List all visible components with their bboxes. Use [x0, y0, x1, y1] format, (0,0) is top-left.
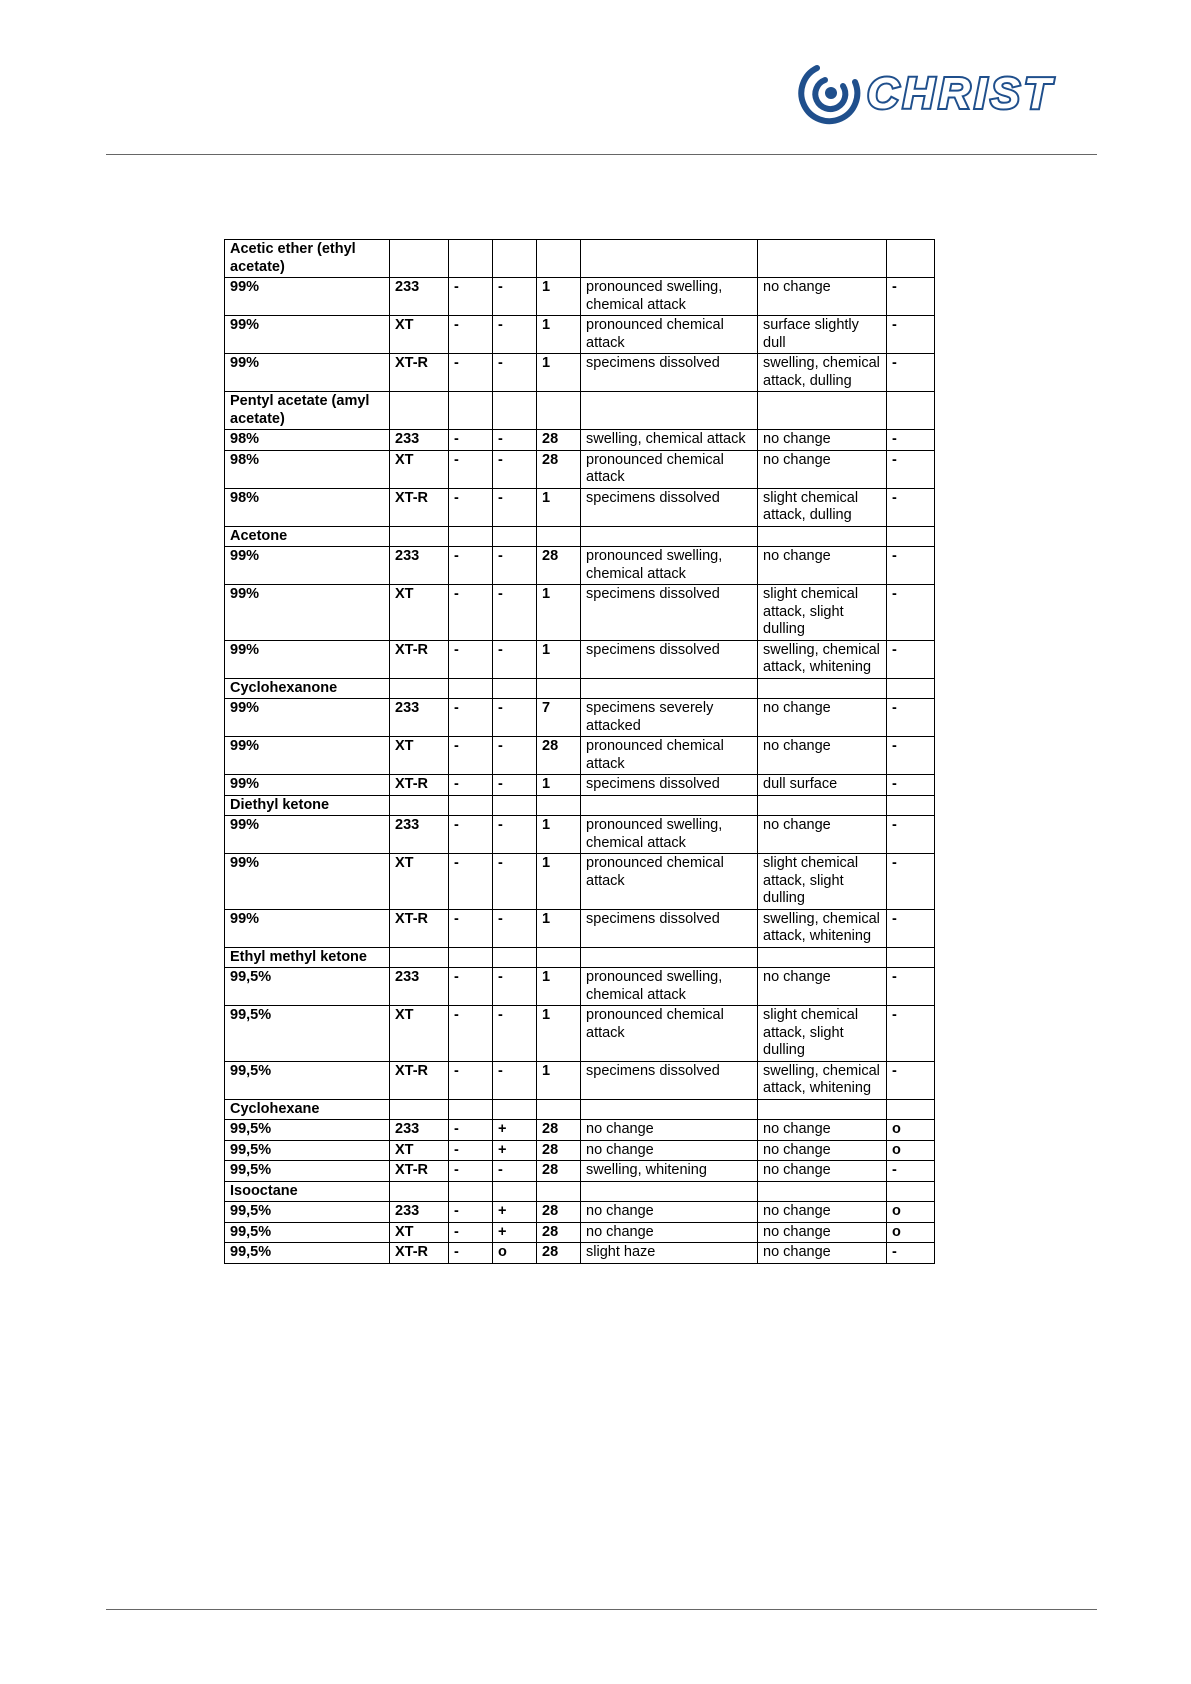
table-cell: 28 [537, 1161, 581, 1182]
empty-cell [887, 1099, 935, 1120]
table-cell: 99% [225, 816, 390, 854]
table-cell: swelling, chemical attack, whitening [758, 1061, 887, 1099]
table-cell: - [449, 1222, 493, 1243]
table-cell: pronounced chemical attack [581, 316, 758, 354]
empty-cell [449, 1181, 493, 1202]
table-cell: 99% [225, 640, 390, 678]
table-cell: 99,5% [225, 1061, 390, 1099]
empty-cell [887, 240, 935, 278]
table-cell: pronounced chemical attack [581, 737, 758, 775]
table-cell: - [449, 1061, 493, 1099]
substance-name: Pentyl acetate (amyl acetate) [225, 392, 390, 430]
table-cell: 99,5% [225, 1222, 390, 1243]
table-cell: - [493, 909, 537, 947]
table-cell: - [493, 430, 537, 451]
table-cell: 28 [537, 737, 581, 775]
table-cell: 1 [537, 816, 581, 854]
empty-cell [493, 1181, 537, 1202]
table-cell: slight chemical attack, slight dulling [758, 1006, 887, 1062]
empty-cell [758, 678, 887, 699]
table-cell: 233 [390, 816, 449, 854]
table-cell: 233 [390, 1202, 449, 1223]
empty-cell [581, 1181, 758, 1202]
empty-cell [887, 795, 935, 816]
table-cell: - [887, 1243, 935, 1264]
table-cell: XT-R [390, 488, 449, 526]
table-cell: XT-R [390, 640, 449, 678]
table-cell: - [449, 640, 493, 678]
table-cell: XT [390, 450, 449, 488]
table-cell: specimens dissolved [581, 354, 758, 392]
table-cell: specimens dissolved [581, 640, 758, 678]
table-cell: + [493, 1222, 537, 1243]
table-cell: no change [758, 1202, 887, 1223]
table-cell: - [887, 909, 935, 947]
table-row [225, 430, 935, 451]
table-cell: pronounced swelling, chemical attack [581, 968, 758, 1006]
empty-cell [449, 526, 493, 547]
empty-cell [537, 947, 581, 968]
table-row [225, 1006, 935, 1062]
empty-cell [887, 526, 935, 547]
table-cell: - [449, 430, 493, 451]
substance-name: Isooctane [225, 1181, 390, 1202]
table-cell: no change [758, 278, 887, 316]
table-cell: XT [390, 1222, 449, 1243]
empty-cell [493, 678, 537, 699]
empty-cell [537, 1099, 581, 1120]
table-cell: - [887, 699, 935, 737]
table-cell: pronounced chemical attack [581, 854, 758, 910]
table-cell: XT [390, 316, 449, 354]
empty-cell [390, 947, 449, 968]
table-cell: 99% [225, 278, 390, 316]
table-row [225, 968, 935, 1006]
empty-cell [758, 526, 887, 547]
table-row [225, 585, 935, 641]
table-cell: specimens severely attacked [581, 699, 758, 737]
substance-name: Acetic ether (ethyl acetate) [225, 240, 390, 278]
table-row [225, 640, 935, 678]
table-cell: - [887, 585, 935, 641]
table-cell: + [493, 1202, 537, 1223]
table-cell: 99,5% [225, 1120, 390, 1141]
empty-cell [390, 240, 449, 278]
empty-cell [493, 526, 537, 547]
table-cell: - [449, 699, 493, 737]
footer-rule [106, 1609, 1097, 1610]
table-cell: swelling, chemical attack [581, 430, 758, 451]
empty-cell [493, 1099, 537, 1120]
table-cell: - [493, 316, 537, 354]
table-cell: 99% [225, 316, 390, 354]
table-cell: 1 [537, 278, 581, 316]
table-cell: - [449, 585, 493, 641]
table-cell: 99,5% [225, 1140, 390, 1161]
empty-cell [390, 1181, 449, 1202]
table-cell: swelling, chemical attack, whitening [758, 909, 887, 947]
table-cell: no change [758, 450, 887, 488]
table-cell: - [493, 640, 537, 678]
group-header-row [225, 392, 935, 430]
table-cell: 233 [390, 547, 449, 585]
empty-cell [493, 795, 537, 816]
table-cell: 99,5% [225, 1161, 390, 1182]
table-cell: - [493, 737, 537, 775]
table-cell: 99% [225, 354, 390, 392]
empty-cell [581, 392, 758, 430]
table-cell: 99% [225, 547, 390, 585]
table-cell: 99,5% [225, 1243, 390, 1264]
table-row [225, 1222, 935, 1243]
table-cell: 99,5% [225, 1202, 390, 1223]
table-cell: surface slightly dull [758, 316, 887, 354]
table-cell: 1 [537, 354, 581, 392]
table-cell: 28 [537, 1243, 581, 1264]
empty-cell [493, 947, 537, 968]
table-cell: swelling, chemical attack, dulling [758, 354, 887, 392]
table-cell: - [449, 1006, 493, 1062]
table-cell: 99% [225, 854, 390, 910]
substance-name: Cyclohexanone [225, 678, 390, 699]
table-row [225, 816, 935, 854]
table-cell: 99,5% [225, 968, 390, 1006]
table-cell: - [887, 1061, 935, 1099]
table-cell: 28 [537, 1202, 581, 1223]
table-cell: - [887, 1006, 935, 1062]
table-cell: XT [390, 737, 449, 775]
table-row [225, 775, 935, 796]
table-cell: 233 [390, 278, 449, 316]
empty-cell [449, 795, 493, 816]
table-cell: 28 [537, 430, 581, 451]
table-cell: - [493, 699, 537, 737]
table-cell: - [493, 1161, 537, 1182]
empty-cell [537, 392, 581, 430]
table-cell: - [449, 909, 493, 947]
empty-cell [537, 795, 581, 816]
table-cell: - [493, 488, 537, 526]
table-cell: 99% [225, 737, 390, 775]
empty-cell [390, 1099, 449, 1120]
chemical-resistance-table [224, 239, 935, 1264]
table-row [225, 854, 935, 910]
table-cell: 1 [537, 909, 581, 947]
table-cell: - [887, 816, 935, 854]
table-cell: 99,5% [225, 1006, 390, 1062]
table-cell: - [449, 775, 493, 796]
table-row [225, 547, 935, 585]
table-cell: - [449, 354, 493, 392]
table-cell: 1 [537, 968, 581, 1006]
table-cell: + [493, 1140, 537, 1161]
group-header-row [225, 678, 935, 699]
table-cell: specimens dissolved [581, 585, 758, 641]
table-cell: XT-R [390, 909, 449, 947]
empty-cell [758, 795, 887, 816]
christ-logo [795, 60, 1095, 126]
table-cell: 1 [537, 1061, 581, 1099]
table-cell: XT-R [390, 1161, 449, 1182]
table-cell: - [887, 278, 935, 316]
table-row [225, 488, 935, 526]
table-cell: - [887, 450, 935, 488]
empty-cell [390, 678, 449, 699]
table-cell: - [493, 775, 537, 796]
table-cell: no change [758, 1161, 887, 1182]
table-cell: o [887, 1222, 935, 1243]
table-row [225, 699, 935, 737]
empty-cell [537, 526, 581, 547]
table-cell: no change [758, 430, 887, 451]
empty-cell [390, 526, 449, 547]
table-cell: - [449, 1161, 493, 1182]
table-row [225, 316, 935, 354]
table-row [225, 1140, 935, 1161]
table-cell: no change [581, 1140, 758, 1161]
table-cell: no change [758, 1243, 887, 1264]
table-cell: XT [390, 1006, 449, 1062]
table-cell: 1 [537, 1006, 581, 1062]
group-header-row [225, 795, 935, 816]
table-cell: swelling, chemical attack, whitening [758, 640, 887, 678]
table-cell: pronounced swelling, chemical attack [581, 816, 758, 854]
group-header-row [225, 1181, 935, 1202]
empty-cell [758, 240, 887, 278]
table-row [225, 450, 935, 488]
table-cell: - [449, 1120, 493, 1141]
table-cell: 233 [390, 699, 449, 737]
empty-cell [581, 526, 758, 547]
table-cell: 99% [225, 699, 390, 737]
table-cell: XT-R [390, 1061, 449, 1099]
group-header-row [225, 947, 935, 968]
table-cell: 233 [390, 430, 449, 451]
table-cell: specimens dissolved [581, 909, 758, 947]
table-cell: - [887, 968, 935, 1006]
table-cell: - [493, 1006, 537, 1062]
empty-cell [449, 678, 493, 699]
table-cell: 7 [537, 699, 581, 737]
table-cell: 1 [537, 488, 581, 526]
table-cell: no change [758, 816, 887, 854]
table-cell: - [887, 316, 935, 354]
table-cell: - [449, 854, 493, 910]
empty-cell [887, 392, 935, 430]
group-header-row [225, 1099, 935, 1120]
table-cell: o [887, 1140, 935, 1161]
table-cell: pronounced chemical attack [581, 1006, 758, 1062]
table-cell: - [887, 430, 935, 451]
table-cell: XT [390, 854, 449, 910]
empty-cell [537, 1181, 581, 1202]
table-cell: XT-R [390, 775, 449, 796]
header-rule [106, 154, 1097, 155]
table-cell: no change [758, 737, 887, 775]
table-cell: - [887, 547, 935, 585]
table-cell: - [493, 450, 537, 488]
table-cell: - [449, 488, 493, 526]
empty-cell [449, 240, 493, 278]
table-cell: - [449, 1140, 493, 1161]
table-cell: - [493, 816, 537, 854]
substance-name: Diethyl ketone [225, 795, 390, 816]
substance-name: Ethyl methyl ketone [225, 947, 390, 968]
table-row [225, 737, 935, 775]
empty-cell [537, 678, 581, 699]
table-cell: no change [581, 1202, 758, 1223]
empty-cell [887, 947, 935, 968]
table-row [225, 278, 935, 316]
table-cell: 28 [537, 450, 581, 488]
table-cell: - [493, 278, 537, 316]
empty-cell [758, 1099, 887, 1120]
table-cell: no change [758, 699, 887, 737]
table-cell: 233 [390, 1120, 449, 1141]
logo-wordmark: CHRIST [867, 69, 1055, 118]
table-cell: - [493, 1061, 537, 1099]
table-cell: 1 [537, 585, 581, 641]
table-cell: 28 [537, 547, 581, 585]
table-cell: 98% [225, 450, 390, 488]
table-cell: no change [581, 1120, 758, 1141]
empty-cell [449, 392, 493, 430]
table-cell: + [493, 1120, 537, 1141]
table-cell: 28 [537, 1140, 581, 1161]
empty-cell [887, 1181, 935, 1202]
table-cell: - [449, 450, 493, 488]
table-cell: pronounced swelling, chemical attack [581, 547, 758, 585]
table-cell: - [493, 547, 537, 585]
table-cell: 233 [390, 968, 449, 1006]
empty-cell [581, 795, 758, 816]
table-cell: - [449, 1243, 493, 1264]
table-cell: - [887, 775, 935, 796]
table-cell: - [493, 968, 537, 1006]
table-row [225, 1120, 935, 1141]
table-cell: - [887, 737, 935, 775]
table-cell: no change [758, 1120, 887, 1141]
group-header-row [225, 240, 935, 278]
table-cell: 98% [225, 488, 390, 526]
table-cell: o [887, 1120, 935, 1141]
table-cell: pronounced chemical attack [581, 450, 758, 488]
table-cell: 99% [225, 585, 390, 641]
table-cell: - [887, 488, 935, 526]
table-cell: no change [758, 1140, 887, 1161]
table-cell: - [449, 316, 493, 354]
table-cell: - [449, 968, 493, 1006]
table-cell: 99% [225, 909, 390, 947]
table-cell: 28 [537, 1222, 581, 1243]
substance-name: Acetone [225, 526, 390, 547]
table-cell: no change [581, 1222, 758, 1243]
table-cell: - [449, 816, 493, 854]
table-cell: slight chemical attack, slight dulling [758, 585, 887, 641]
table-row [225, 1202, 935, 1223]
empty-cell [390, 392, 449, 430]
table-cell: dull surface [758, 775, 887, 796]
table-cell: o [493, 1243, 537, 1264]
table-cell: - [449, 737, 493, 775]
table-cell: 1 [537, 640, 581, 678]
table-cell: no change [758, 1222, 887, 1243]
table-cell: - [449, 1202, 493, 1223]
substance-name: Cyclohexane [225, 1099, 390, 1120]
table-cell: XT [390, 1140, 449, 1161]
table-cell: - [887, 854, 935, 910]
table-cell: 1 [537, 775, 581, 796]
table-cell: 28 [537, 1120, 581, 1141]
empty-cell [537, 240, 581, 278]
table-cell: o [887, 1202, 935, 1223]
table-cell: - [449, 547, 493, 585]
empty-cell [887, 678, 935, 699]
empty-cell [581, 678, 758, 699]
empty-cell [758, 947, 887, 968]
table-row [225, 354, 935, 392]
table-cell: 98% [225, 430, 390, 451]
table-cell: 99% [225, 775, 390, 796]
table-row [225, 1161, 935, 1182]
empty-cell [581, 240, 758, 278]
empty-cell [581, 947, 758, 968]
table-row [225, 909, 935, 947]
table-cell: slight chemical attack, slight dulling [758, 854, 887, 910]
table-cell: 1 [537, 854, 581, 910]
table-cell: - [887, 354, 935, 392]
empty-cell [758, 1181, 887, 1202]
table-cell: specimens dissolved [581, 1061, 758, 1099]
table-cell: 1 [537, 316, 581, 354]
table-cell: slight haze [581, 1243, 758, 1264]
empty-cell [758, 392, 887, 430]
table-cell: - [887, 640, 935, 678]
table-cell: XT-R [390, 354, 449, 392]
table-cell: - [887, 1161, 935, 1182]
table-cell: slight chemical attack, dulling [758, 488, 887, 526]
table-cell: - [493, 854, 537, 910]
table-cell: - [493, 585, 537, 641]
table-cell: XT-R [390, 1243, 449, 1264]
table-row [225, 1243, 935, 1264]
group-header-row [225, 526, 935, 547]
table-row [225, 1061, 935, 1099]
table-cell: no change [758, 547, 887, 585]
table-cell: pronounced swelling, chemical attack [581, 278, 758, 316]
empty-cell [493, 240, 537, 278]
table-cell: swelling, whitening [581, 1161, 758, 1182]
table-cell: - [449, 278, 493, 316]
empty-cell [390, 795, 449, 816]
table-cell: XT [390, 585, 449, 641]
empty-cell [581, 1099, 758, 1120]
empty-cell [449, 947, 493, 968]
table-cell: specimens dissolved [581, 488, 758, 526]
empty-cell [493, 392, 537, 430]
table-cell: no change [758, 968, 887, 1006]
table-cell: - [493, 354, 537, 392]
empty-cell [449, 1099, 493, 1120]
table-cell: specimens dissolved [581, 775, 758, 796]
